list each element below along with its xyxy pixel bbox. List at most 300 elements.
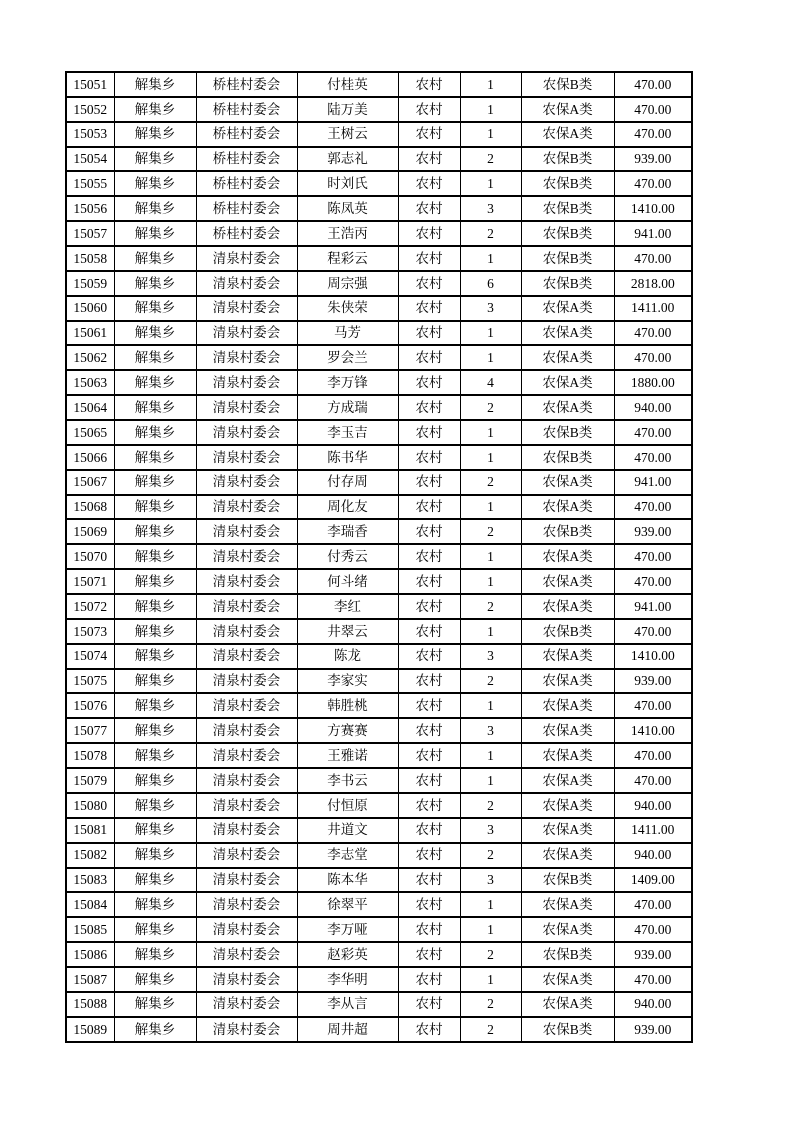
cell-amount: 470.00 — [614, 495, 692, 520]
cell-count: 1 — [460, 892, 521, 917]
cell-name: 程彩云 — [297, 246, 398, 271]
cell-village: 清泉村委会 — [196, 420, 297, 445]
cell-count: 1 — [460, 917, 521, 942]
cell-township: 解集乡 — [114, 992, 196, 1017]
cell-residence: 农村 — [398, 420, 460, 445]
cell-category: 农保A类 — [521, 296, 614, 321]
cell-amount: 1410.00 — [614, 196, 692, 221]
cell-name: 井道文 — [297, 818, 398, 843]
cell-township: 解集乡 — [114, 519, 196, 544]
cell-id: 15089 — [66, 1017, 114, 1042]
cell-id: 15072 — [66, 594, 114, 619]
cell-residence: 农村 — [398, 718, 460, 743]
table-row — [66, 1017, 692, 1042]
cell-category: 农保A类 — [521, 544, 614, 569]
cell-count: 1 — [460, 420, 521, 445]
cell-township: 解集乡 — [114, 147, 196, 172]
cell-id: 15052 — [66, 97, 114, 122]
cell-id: 15067 — [66, 470, 114, 495]
cell-count: 1 — [460, 495, 521, 520]
cell-name: 周井超 — [297, 1017, 398, 1042]
cell-residence: 农村 — [398, 246, 460, 271]
cell-residence: 农村 — [398, 345, 460, 370]
cell-id: 15082 — [66, 843, 114, 868]
cell-id: 15053 — [66, 122, 114, 147]
cell-count: 2 — [460, 147, 521, 172]
cell-township: 解集乡 — [114, 619, 196, 644]
table-row — [66, 768, 692, 793]
cell-township: 解集乡 — [114, 768, 196, 793]
cell-category: 农保B类 — [521, 942, 614, 967]
table-body — [66, 72, 692, 1042]
cell-village: 清泉村委会 — [196, 519, 297, 544]
table-row — [66, 967, 692, 992]
cell-count: 1 — [460, 619, 521, 644]
cell-count: 1 — [460, 122, 521, 147]
cell-id: 15086 — [66, 942, 114, 967]
cell-count: 1 — [460, 693, 521, 718]
cell-amount: 939.00 — [614, 519, 692, 544]
cell-count: 3 — [460, 196, 521, 221]
cell-amount: 939.00 — [614, 1017, 692, 1042]
cell-amount: 1880.00 — [614, 370, 692, 395]
cell-id: 15055 — [66, 171, 114, 196]
cell-village: 清泉村委会 — [196, 321, 297, 346]
table-row — [66, 693, 692, 718]
cell-residence: 农村 — [398, 544, 460, 569]
cell-village: 清泉村委会 — [196, 942, 297, 967]
cell-village: 清泉村委会 — [196, 644, 297, 669]
table-row — [66, 793, 692, 818]
cell-amount: 939.00 — [614, 942, 692, 967]
cell-count: 3 — [460, 296, 521, 321]
cell-category: 农保B类 — [521, 147, 614, 172]
cell-name: 时刘氏 — [297, 171, 398, 196]
cell-category: 农保B类 — [521, 868, 614, 893]
cell-residence: 农村 — [398, 669, 460, 694]
cell-count: 2 — [460, 519, 521, 544]
cell-residence: 农村 — [398, 594, 460, 619]
table-row — [66, 544, 692, 569]
cell-residence: 农村 — [398, 470, 460, 495]
cell-count: 2 — [460, 594, 521, 619]
cell-amount: 1410.00 — [614, 718, 692, 743]
cell-category: 农保B类 — [521, 519, 614, 544]
cell-id: 15063 — [66, 370, 114, 395]
cell-count: 1 — [460, 246, 521, 271]
cell-village: 桥桂村委会 — [196, 97, 297, 122]
cell-village: 清泉村委会 — [196, 793, 297, 818]
cell-residence: 农村 — [398, 843, 460, 868]
cell-category: 农保A类 — [521, 395, 614, 420]
cell-township: 解集乡 — [114, 569, 196, 594]
cell-id: 15064 — [66, 395, 114, 420]
cell-township: 解集乡 — [114, 868, 196, 893]
cell-count: 3 — [460, 644, 521, 669]
cell-category: 农保B类 — [521, 221, 614, 246]
cell-village: 清泉村委会 — [196, 246, 297, 271]
cell-residence: 农村 — [398, 693, 460, 718]
cell-count: 2 — [460, 221, 521, 246]
cell-category: 农保B类 — [521, 619, 614, 644]
cell-residence: 农村 — [398, 97, 460, 122]
table-row — [66, 743, 692, 768]
cell-category: 农保B类 — [521, 420, 614, 445]
cell-township: 解集乡 — [114, 495, 196, 520]
cell-township: 解集乡 — [114, 594, 196, 619]
cell-name: 李家实 — [297, 669, 398, 694]
cell-name: 王浩丙 — [297, 221, 398, 246]
cell-id: 15080 — [66, 793, 114, 818]
cell-village: 桥桂村委会 — [196, 147, 297, 172]
table-row — [66, 917, 692, 942]
pension-roster-table — [65, 71, 693, 1043]
cell-residence: 农村 — [398, 171, 460, 196]
cell-count: 2 — [460, 843, 521, 868]
cell-name: 赵彩英 — [297, 942, 398, 967]
cell-id: 15075 — [66, 669, 114, 694]
cell-name: 李瑞香 — [297, 519, 398, 544]
cell-id: 15078 — [66, 743, 114, 768]
cell-id: 15074 — [66, 644, 114, 669]
cell-name: 陈凤英 — [297, 196, 398, 221]
table-row — [66, 246, 692, 271]
cell-id: 15069 — [66, 519, 114, 544]
cell-amount: 1409.00 — [614, 868, 692, 893]
cell-count: 2 — [460, 942, 521, 967]
cell-village: 清泉村委会 — [196, 594, 297, 619]
cell-amount: 470.00 — [614, 967, 692, 992]
cell-village: 清泉村委会 — [196, 370, 297, 395]
cell-name: 陈书华 — [297, 445, 398, 470]
cell-category: 农保A类 — [521, 470, 614, 495]
cell-residence: 农村 — [398, 868, 460, 893]
cell-category: 农保A类 — [521, 917, 614, 942]
cell-residence: 农村 — [398, 917, 460, 942]
cell-residence: 农村 — [398, 644, 460, 669]
cell-id: 15065 — [66, 420, 114, 445]
cell-township: 解集乡 — [114, 246, 196, 271]
cell-residence: 农村 — [398, 122, 460, 147]
cell-village: 清泉村委会 — [196, 768, 297, 793]
cell-count: 1 — [460, 72, 521, 97]
cell-amount: 941.00 — [614, 470, 692, 495]
table-row — [66, 619, 692, 644]
cell-residence: 农村 — [398, 445, 460, 470]
table-row — [66, 942, 692, 967]
cell-name: 何斗绪 — [297, 569, 398, 594]
cell-amount: 940.00 — [614, 395, 692, 420]
cell-count: 1 — [460, 97, 521, 122]
cell-id: 15077 — [66, 718, 114, 743]
cell-township: 解集乡 — [114, 221, 196, 246]
table-row — [66, 868, 692, 893]
cell-id: 15060 — [66, 296, 114, 321]
cell-id: 15066 — [66, 445, 114, 470]
cell-name: 陆万美 — [297, 97, 398, 122]
cell-category: 农保A类 — [521, 345, 614, 370]
cell-count: 3 — [460, 818, 521, 843]
cell-village: 桥桂村委会 — [196, 221, 297, 246]
cell-amount: 470.00 — [614, 420, 692, 445]
cell-name: 王树云 — [297, 122, 398, 147]
cell-name: 郭志礼 — [297, 147, 398, 172]
cell-township: 解集乡 — [114, 122, 196, 147]
table-row — [66, 892, 692, 917]
cell-id: 15071 — [66, 569, 114, 594]
table-row — [66, 345, 692, 370]
cell-name: 付存周 — [297, 470, 398, 495]
cell-township: 解集乡 — [114, 793, 196, 818]
cell-name: 井翠云 — [297, 619, 398, 644]
table-row — [66, 669, 692, 694]
cell-category: 农保B类 — [521, 72, 614, 97]
cell-village: 清泉村委会 — [196, 470, 297, 495]
cell-category: 农保B类 — [521, 196, 614, 221]
cell-amount: 470.00 — [614, 917, 692, 942]
cell-name: 李书云 — [297, 768, 398, 793]
cell-category: 农保A类 — [521, 569, 614, 594]
cell-id: 15079 — [66, 768, 114, 793]
cell-village: 清泉村委会 — [196, 718, 297, 743]
cell-count: 1 — [460, 445, 521, 470]
table-row — [66, 296, 692, 321]
cell-amount: 941.00 — [614, 221, 692, 246]
cell-village: 清泉村委会 — [196, 296, 297, 321]
cell-id: 15068 — [66, 495, 114, 520]
cell-category: 农保A类 — [521, 843, 614, 868]
cell-village: 清泉村委会 — [196, 619, 297, 644]
table-row — [66, 97, 692, 122]
cell-residence: 农村 — [398, 768, 460, 793]
cell-village: 清泉村委会 — [196, 271, 297, 296]
cell-name: 李万锋 — [297, 370, 398, 395]
cell-amount: 940.00 — [614, 793, 692, 818]
cell-township: 解集乡 — [114, 395, 196, 420]
table-row — [66, 420, 692, 445]
cell-township: 解集乡 — [114, 470, 196, 495]
table-row — [66, 992, 692, 1017]
cell-id: 15062 — [66, 345, 114, 370]
cell-count: 3 — [460, 718, 521, 743]
cell-village: 清泉村委会 — [196, 445, 297, 470]
cell-category: 农保B类 — [521, 1017, 614, 1042]
cell-category: 农保A类 — [521, 768, 614, 793]
cell-count: 1 — [460, 768, 521, 793]
cell-township: 解集乡 — [114, 321, 196, 346]
cell-residence: 农村 — [398, 221, 460, 246]
cell-residence: 农村 — [398, 743, 460, 768]
cell-residence: 农村 — [398, 495, 460, 520]
cell-count: 3 — [460, 868, 521, 893]
cell-id: 15084 — [66, 892, 114, 917]
cell-count: 1 — [460, 743, 521, 768]
table-row — [66, 445, 692, 470]
cell-village: 清泉村委会 — [196, 669, 297, 694]
cell-id: 15083 — [66, 868, 114, 893]
cell-residence: 农村 — [398, 196, 460, 221]
cell-township: 解集乡 — [114, 345, 196, 370]
cell-township: 解集乡 — [114, 72, 196, 97]
cell-township: 解集乡 — [114, 843, 196, 868]
cell-amount: 470.00 — [614, 619, 692, 644]
cell-amount: 470.00 — [614, 97, 692, 122]
cell-village: 清泉村委会 — [196, 992, 297, 1017]
cell-name: 付秀云 — [297, 544, 398, 569]
cell-township: 解集乡 — [114, 669, 196, 694]
cell-residence: 农村 — [398, 619, 460, 644]
cell-amount: 470.00 — [614, 768, 692, 793]
cell-village: 清泉村委会 — [196, 843, 297, 868]
cell-residence: 农村 — [398, 1017, 460, 1042]
table-row — [66, 843, 692, 868]
table-row — [66, 519, 692, 544]
table-row — [66, 718, 692, 743]
table-row — [66, 321, 692, 346]
cell-village: 清泉村委会 — [196, 743, 297, 768]
cell-category: 农保A类 — [521, 669, 614, 694]
cell-id: 15061 — [66, 321, 114, 346]
cell-village: 清泉村委会 — [196, 345, 297, 370]
cell-township: 解集乡 — [114, 271, 196, 296]
cell-residence: 农村 — [398, 519, 460, 544]
cell-village: 桥桂村委会 — [196, 72, 297, 97]
cell-township: 解集乡 — [114, 196, 196, 221]
cell-count: 1 — [460, 171, 521, 196]
cell-name: 马芳 — [297, 321, 398, 346]
cell-id: 15057 — [66, 221, 114, 246]
cell-residence: 农村 — [398, 271, 460, 296]
cell-category: 农保A类 — [521, 793, 614, 818]
cell-township: 解集乡 — [114, 917, 196, 942]
cell-name: 付恒原 — [297, 793, 398, 818]
cell-id: 15059 — [66, 271, 114, 296]
cell-amount: 470.00 — [614, 743, 692, 768]
cell-residence: 农村 — [398, 967, 460, 992]
cell-name: 李红 — [297, 594, 398, 619]
cell-township: 解集乡 — [114, 370, 196, 395]
cell-amount: 470.00 — [614, 544, 692, 569]
cell-category: 农保A类 — [521, 743, 614, 768]
table-row — [66, 644, 692, 669]
cell-id: 15085 — [66, 917, 114, 942]
cell-category: 农保B类 — [521, 445, 614, 470]
cell-village: 清泉村委会 — [196, 868, 297, 893]
cell-amount: 1411.00 — [614, 296, 692, 321]
cell-residence: 农村 — [398, 395, 460, 420]
table-row — [66, 470, 692, 495]
cell-category: 农保B类 — [521, 171, 614, 196]
cell-count: 2 — [460, 793, 521, 818]
cell-township: 解集乡 — [114, 445, 196, 470]
cell-township: 解集乡 — [114, 97, 196, 122]
cell-count: 1 — [460, 321, 521, 346]
cell-name: 徐翠平 — [297, 892, 398, 917]
cell-count: 1 — [460, 345, 521, 370]
table-row — [66, 122, 692, 147]
cell-id: 15056 — [66, 196, 114, 221]
cell-name: 周化友 — [297, 495, 398, 520]
cell-residence: 农村 — [398, 321, 460, 346]
cell-category: 农保A类 — [521, 97, 614, 122]
cell-amount: 1410.00 — [614, 644, 692, 669]
table-row — [66, 495, 692, 520]
cell-amount: 470.00 — [614, 72, 692, 97]
cell-township: 解集乡 — [114, 693, 196, 718]
table-row — [66, 395, 692, 420]
cell-category: 农保A类 — [521, 967, 614, 992]
table-row — [66, 370, 692, 395]
cell-township: 解集乡 — [114, 644, 196, 669]
cell-township: 解集乡 — [114, 1017, 196, 1042]
cell-township: 解集乡 — [114, 942, 196, 967]
cell-name: 李华明 — [297, 967, 398, 992]
cell-name: 李从言 — [297, 992, 398, 1017]
cell-residence: 农村 — [398, 147, 460, 172]
cell-amount: 470.00 — [614, 321, 692, 346]
cell-village: 桥桂村委会 — [196, 122, 297, 147]
cell-name: 韩胜桃 — [297, 693, 398, 718]
cell-category: 农保A类 — [521, 693, 614, 718]
cell-amount: 2818.00 — [614, 271, 692, 296]
cell-residence: 农村 — [398, 72, 460, 97]
cell-category: 农保A类 — [521, 594, 614, 619]
cell-amount: 470.00 — [614, 345, 692, 370]
cell-count: 4 — [460, 370, 521, 395]
cell-category: 农保B类 — [521, 271, 614, 296]
cell-residence: 农村 — [398, 370, 460, 395]
cell-village: 清泉村委会 — [196, 569, 297, 594]
cell-village: 桥桂村委会 — [196, 171, 297, 196]
cell-amount: 470.00 — [614, 892, 692, 917]
cell-amount: 1411.00 — [614, 818, 692, 843]
cell-category: 农保A类 — [521, 992, 614, 1017]
cell-category: 农保A类 — [521, 370, 614, 395]
cell-village: 清泉村委会 — [196, 544, 297, 569]
cell-township: 解集乡 — [114, 171, 196, 196]
cell-village: 清泉村委会 — [196, 395, 297, 420]
cell-id: 15076 — [66, 693, 114, 718]
cell-name: 李志堂 — [297, 843, 398, 868]
table-row — [66, 271, 692, 296]
cell-id: 15058 — [66, 246, 114, 271]
cell-id: 15070 — [66, 544, 114, 569]
cell-count: 6 — [460, 271, 521, 296]
cell-count: 2 — [460, 992, 521, 1017]
cell-category: 农保A类 — [521, 122, 614, 147]
cell-amount: 940.00 — [614, 992, 692, 1017]
cell-id: 15054 — [66, 147, 114, 172]
cell-name: 方赛赛 — [297, 718, 398, 743]
cell-category: 农保A类 — [521, 644, 614, 669]
cell-residence: 农村 — [398, 942, 460, 967]
cell-amount: 470.00 — [614, 693, 692, 718]
cell-amount: 470.00 — [614, 122, 692, 147]
cell-id: 15051 — [66, 72, 114, 97]
cell-amount: 470.00 — [614, 246, 692, 271]
cell-township: 解集乡 — [114, 743, 196, 768]
cell-id: 15081 — [66, 818, 114, 843]
cell-township: 解集乡 — [114, 967, 196, 992]
cell-residence: 农村 — [398, 992, 460, 1017]
cell-count: 1 — [460, 967, 521, 992]
cell-amount: 939.00 — [614, 147, 692, 172]
cell-township: 解集乡 — [114, 296, 196, 321]
table-row — [66, 196, 692, 221]
cell-category: 农保A类 — [521, 495, 614, 520]
cell-amount: 470.00 — [614, 445, 692, 470]
cell-village: 清泉村委会 — [196, 967, 297, 992]
